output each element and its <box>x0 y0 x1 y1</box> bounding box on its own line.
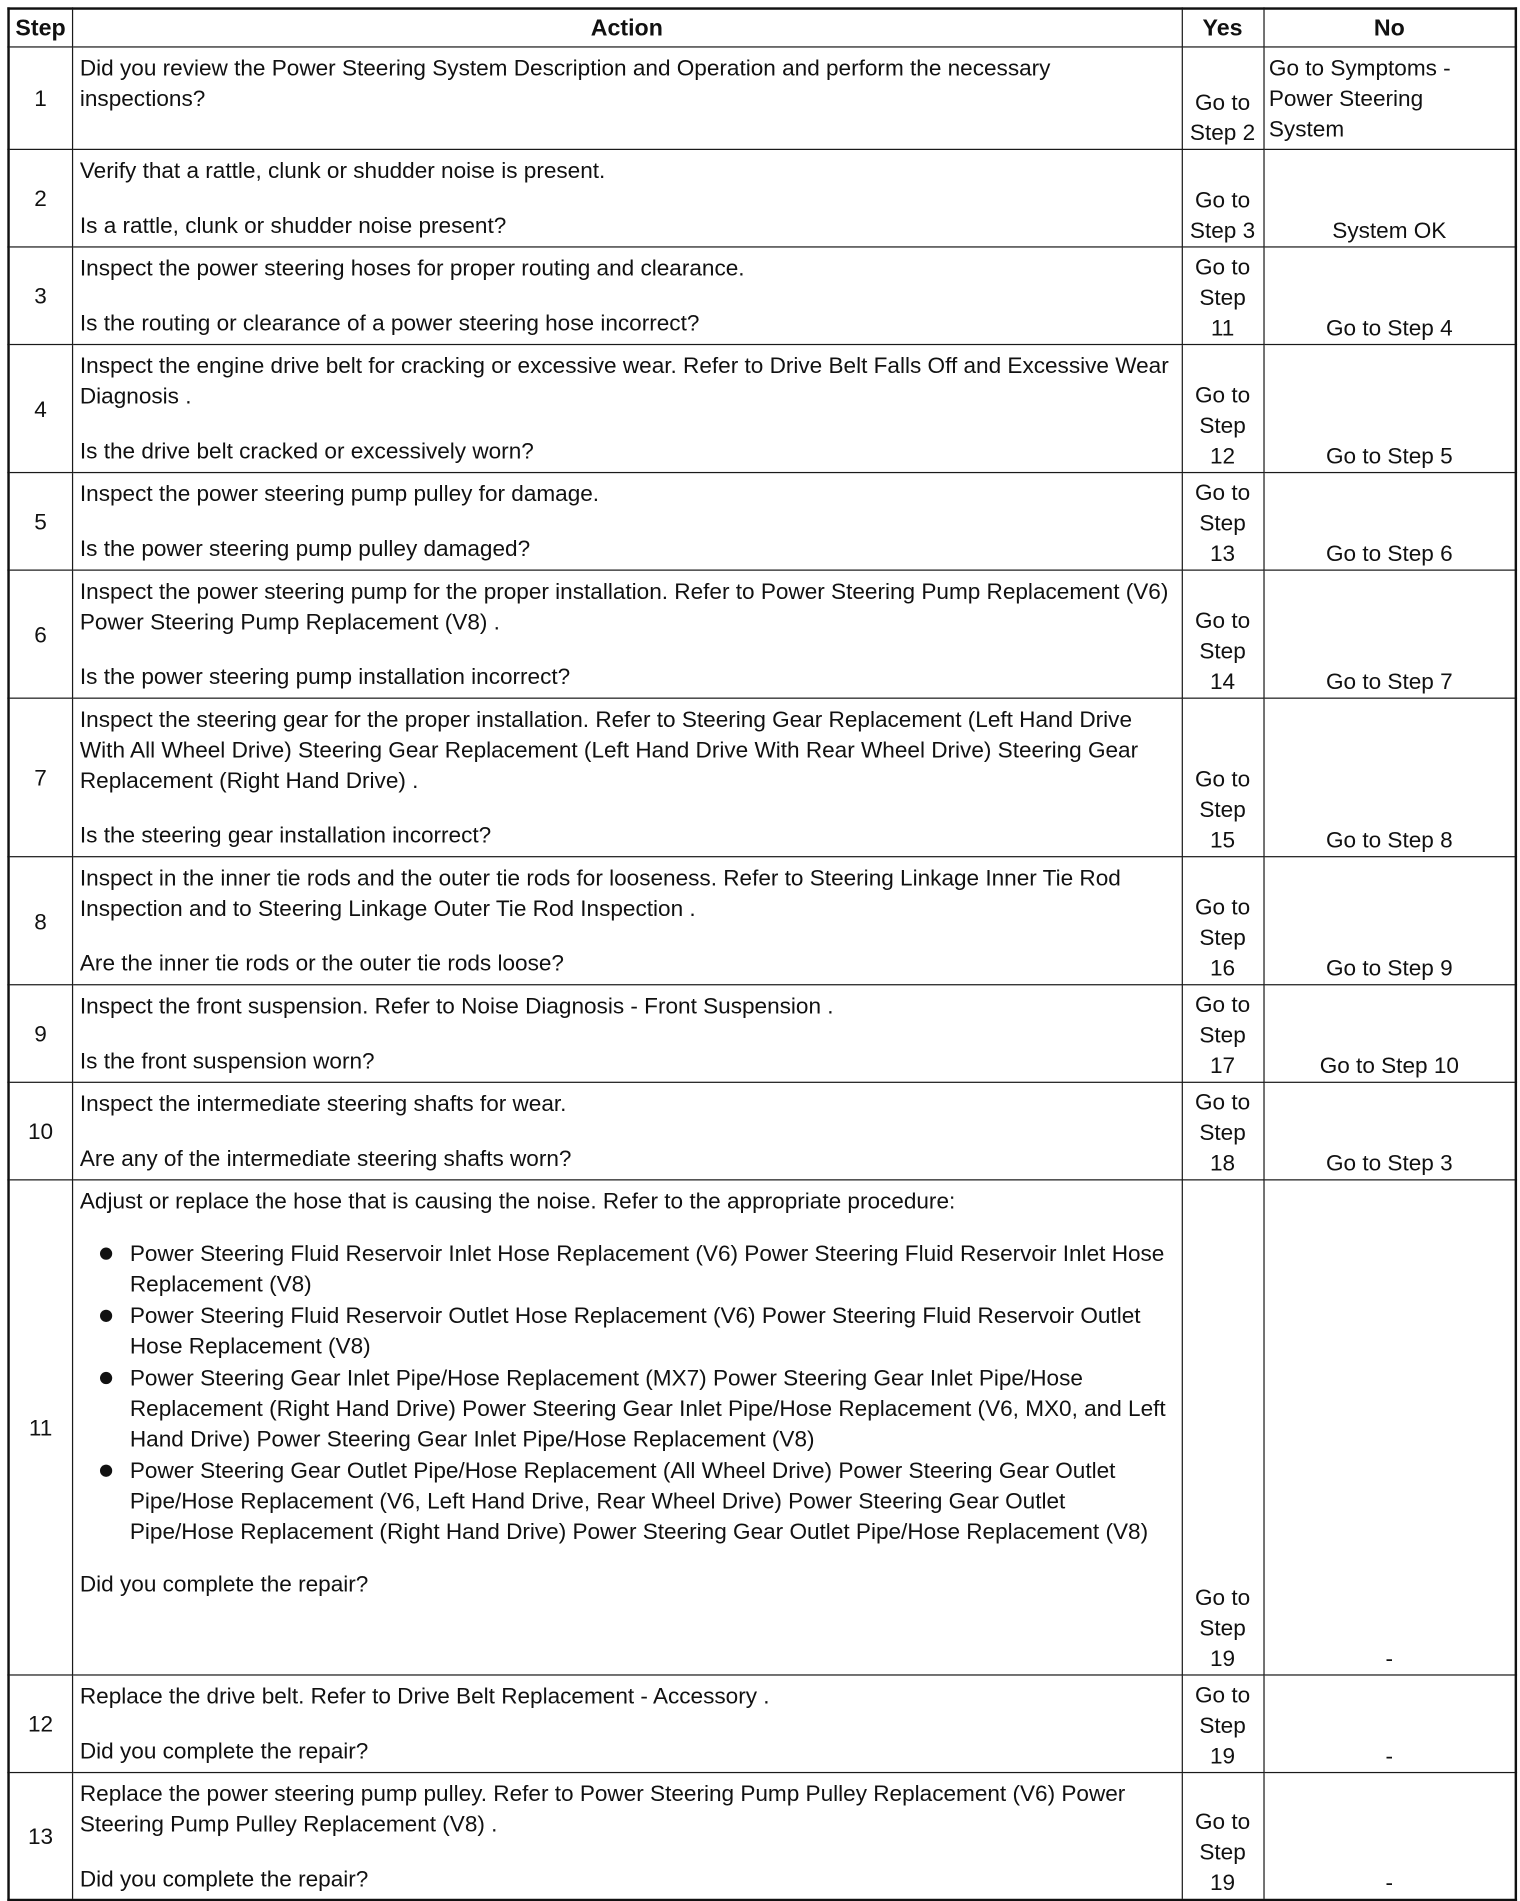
table-row <box>9 857 1516 985</box>
yes-cell <box>1182 345 1264 473</box>
action-question: Did you complete the repair? <box>79 1570 369 1597</box>
action-question: Are any of the intermediate steering shafts worn? <box>79 1145 572 1171</box>
list-item <box>80 1362 1174 1453</box>
action-text: Verify that a rattle, clunk or shudder noise is present. <box>79 157 606 183</box>
procedure-list <box>80 1238 1174 1547</box>
yes-cell <box>1182 698 1264 857</box>
action-text: Did you review the Power Steering System Description and Operation and perform the necessary inspections? <box>79 54 1051 111</box>
step-number: 8 <box>9 857 72 985</box>
no-text: - <box>1385 1742 1394 1769</box>
header-step: Step <box>9 9 72 47</box>
list-item-text: Power Steering Gear Inlet Pipe/Hose Replacement (MX7) Power Steering Gear Inlet Pipe/Hose Replacement (Right Hand Drive) Power Steering Gear Inlet Pipe/Hose Replacement (V6, MX0, and Left Hand Drive) Power Steering Gear Inlet Pipe/Hose Replacement (V8) <box>129 1364 1166 1452</box>
yes-text: Step 16 <box>1199 924 1246 981</box>
action-question: Is a rattle, clunk or shudder noise present? <box>79 212 507 238</box>
no-text: Go to Step 9 <box>1325 954 1453 981</box>
yes-text: Step 19 <box>1199 1712 1246 1769</box>
step-number: 7 <box>9 698 72 857</box>
yes-cell <box>1182 1773 1264 1900</box>
no-text: Go to Step 7 <box>1325 668 1453 694</box>
action-cell <box>72 570 1182 698</box>
no-text: System <box>1268 115 1345 142</box>
yes-cell <box>1182 473 1264 571</box>
action-question: Is the drive belt cracked or excessively worn? <box>79 437 534 464</box>
no-cell <box>1263 857 1515 985</box>
table-row <box>9 345 1516 473</box>
action-question: Did you complete the repair? <box>79 1865 369 1892</box>
table-row <box>9 149 1516 247</box>
step-number: 12 <box>9 1675 72 1773</box>
step-number: 5 <box>9 473 72 571</box>
action-text: Inspect the front suspension. Refer to Noise Diagnosis - Front Suspension . <box>79 992 834 1019</box>
no-text: - <box>1385 1645 1394 1671</box>
yes-cell <box>1182 985 1264 1083</box>
action-text: Replace the drive belt. Refer to Drive Belt Replacement - Accessory . <box>79 1682 770 1709</box>
no-text: Go to Symptoms - <box>1268 54 1451 81</box>
table-row <box>9 698 1516 857</box>
yes-cell <box>1182 1180 1264 1675</box>
no-text: Go to Step 10 <box>1319 1052 1459 1079</box>
yes-text: Step 13 <box>1199 509 1246 566</box>
yes-text: Step 15 <box>1199 796 1246 853</box>
action-cell <box>72 1675 1182 1773</box>
yes-cell <box>1182 570 1264 698</box>
no-text: Go to Step 5 <box>1325 442 1453 469</box>
yes-cell <box>1182 149 1264 247</box>
action-cell <box>72 149 1182 247</box>
header-action: Action <box>72 9 1182 47</box>
no-cell <box>1263 149 1515 247</box>
table-row <box>9 1180 1516 1675</box>
no-text: - <box>1385 1869 1394 1896</box>
header-yes: Yes <box>1182 9 1264 47</box>
list-item <box>80 1238 1174 1299</box>
yes-text: Go to <box>1194 1681 1251 1708</box>
yes-text: Step 3 <box>1189 217 1256 243</box>
yes-text: Go to <box>1194 1089 1251 1115</box>
step-number: 1 <box>9 47 72 149</box>
header-row <box>9 9 1516 47</box>
yes-text: Go to <box>1194 381 1251 408</box>
action-cell <box>72 473 1182 571</box>
action-question: Is the steering gear installation incorrect? <box>79 821 492 848</box>
no-cell <box>1263 1082 1515 1180</box>
action-cell <box>72 247 1182 345</box>
yes-text: Go to <box>1194 607 1251 633</box>
table-row <box>9 570 1516 698</box>
table-row <box>9 473 1516 571</box>
yes-cell <box>1182 857 1264 985</box>
action-question: Is the power steering pump installation incorrect? <box>79 663 571 690</box>
step-number: 2 <box>9 149 72 247</box>
action-question: Did you complete the repair? <box>79 1737 369 1764</box>
action-text: Inspect in the inner tie rods and the outer tie rods for looseness. Refer to Steering Linkage Inner Tie Rod Inspection and to Steering Linkage Outer Tie Rod Inspection . <box>79 864 1121 921</box>
yes-cell <box>1182 47 1264 149</box>
no-cell <box>1263 247 1515 345</box>
no-text: Go to Step 8 <box>1325 826 1453 853</box>
yes-cell <box>1182 1082 1264 1180</box>
table-row <box>9 1773 1516 1900</box>
no-text: System OK <box>1332 217 1447 243</box>
header-no: No <box>1263 9 1515 47</box>
list-item-text: Power Steering Fluid Reservoir Outlet Hose Replacement (V6) Power Steering Fluid Reservoir Outlet Hose Replacement (V8) <box>129 1302 1141 1359</box>
action-text: Inspect the engine drive belt for cracking or excessive wear. Refer to Drive Belt Falls Off and Excessive Wear Diagnosis . <box>79 352 1169 409</box>
bullet-icon <box>99 1310 111 1322</box>
action-text: Inspect the power steering pump pulley for damage. <box>79 480 600 507</box>
action-cell <box>72 1773 1182 1900</box>
no-cell <box>1263 473 1515 571</box>
yes-text: Go to <box>1194 1808 1251 1835</box>
action-text: Adjust or replace the hose that is causing the noise. Refer to the appropriate procedure: <box>79 1187 956 1214</box>
diagnostic-table <box>7 7 1517 1901</box>
list-item <box>80 1300 1174 1361</box>
table-row <box>9 985 1516 1083</box>
yes-text: Step 12 <box>1199 412 1246 469</box>
no-cell <box>1263 345 1515 473</box>
no-cell <box>1263 1675 1515 1773</box>
list-item-text: Power Steering Gear Outlet Pipe/Hose Replacement (All Wheel Drive) Power Steering Gear Outlet Pipe/Hose Replacement (V6, Left Hand Drive, Rear Wheel Drive) Power Steering Gear Outlet Pipe/Hose Replacement (Right Hand Drive) Power Steering Gear Outlet Pipe/Hose Replacement (V8) <box>129 1457 1149 1544</box>
yes-text: Step 2 <box>1189 119 1256 146</box>
no-cell <box>1263 1180 1515 1675</box>
action-question: Are the inner tie rods or the outer tie rods loose? <box>79 949 564 976</box>
yes-text: Step 17 <box>1199 1021 1246 1079</box>
yes-text: Go to <box>1194 765 1251 792</box>
action-cell <box>72 47 1182 149</box>
bullet-icon <box>99 1465 111 1477</box>
table-row <box>9 247 1516 345</box>
yes-text: Go to <box>1194 1584 1251 1610</box>
no-text: Go to Step 6 <box>1325 540 1453 566</box>
yes-text: Step 19 <box>1199 1839 1246 1896</box>
yes-text: Step 18 <box>1199 1119 1246 1176</box>
yes-cell <box>1182 1675 1264 1773</box>
no-text: Go to Step 3 <box>1325 1149 1453 1176</box>
yes-text: Step 19 <box>1199 1614 1246 1671</box>
yes-text: Step 14 <box>1199 637 1246 694</box>
no-cell <box>1263 1773 1515 1900</box>
yes-text: Step 11 <box>1199 284 1246 341</box>
yes-text: Go to <box>1194 479 1251 505</box>
action-text: Inspect the steering gear for the proper installation. Refer to Steering Gear Replacement (Left Hand Drive With All Wheel Drive) Steering Gear Replacement (Left Hand Drive With Rear Wheel Drive) Steering Gear Replacement (Right Hand Drive) . <box>79 706 1139 793</box>
step-number: 6 <box>9 570 72 698</box>
yes-cell <box>1182 247 1264 345</box>
action-question: Is the power steering pump pulley damaged? <box>79 535 531 561</box>
yes-text: Go to <box>1194 991 1251 1018</box>
action-cell <box>72 1180 1182 1675</box>
no-cell <box>1263 570 1515 698</box>
action-text: Inspect the intermediate steering shafts for wear. <box>79 1090 567 1116</box>
table-row <box>9 47 1516 149</box>
step-number: 13 <box>9 1773 72 1900</box>
action-cell <box>72 857 1182 985</box>
list-item-text: Power Steering Fluid Reservoir Inlet Hose Replacement (V6) Power Steering Fluid Reservoir Inlet Hose Replacement (V8) <box>129 1240 1165 1297</box>
no-cell <box>1263 47 1515 149</box>
no-cell <box>1263 985 1515 1083</box>
no-cell <box>1263 698 1515 857</box>
action-cell <box>72 985 1182 1083</box>
table-row <box>9 1082 1516 1180</box>
action-text: Inspect the power steering pump for the proper installation. Refer to Power Steering Pump Replacement (V6) Power Steering Pump Replacement (V8) . <box>79 578 1169 635</box>
yes-text: Go to <box>1194 89 1251 115</box>
action-text: Inspect the power steering hoses for proper routing and clearance. <box>79 254 745 281</box>
action-text: Replace the power steering pump pulley. Refer to Power Steering Pump Pulley Replacement (V6) Power Steering Pump Pulley Replacement (V8) . <box>79 1780 1126 1837</box>
table-row <box>9 1675 1516 1773</box>
step-number: 9 <box>9 985 72 1083</box>
bullet-icon <box>99 1248 111 1260</box>
step-number: 11 <box>9 1180 72 1675</box>
action-cell <box>72 345 1182 473</box>
action-question: Is the routing or clearance of a power steering hose incorrect? <box>79 309 700 336</box>
action-cell <box>72 1082 1182 1180</box>
list-item <box>80 1455 1174 1546</box>
no-text: Go to Step 4 <box>1325 314 1453 341</box>
step-number: 4 <box>9 345 72 473</box>
action-cell <box>72 698 1182 857</box>
bullet-icon <box>99 1372 111 1384</box>
step-number: 3 <box>9 247 72 345</box>
yes-text: Go to <box>1194 186 1251 213</box>
yes-text: Go to <box>1194 893 1251 920</box>
step-number: 10 <box>9 1082 72 1180</box>
action-question: Is the front suspension worn? <box>79 1047 375 1074</box>
no-text: Power Steering <box>1268 85 1424 111</box>
yes-text: Go to <box>1194 253 1251 280</box>
